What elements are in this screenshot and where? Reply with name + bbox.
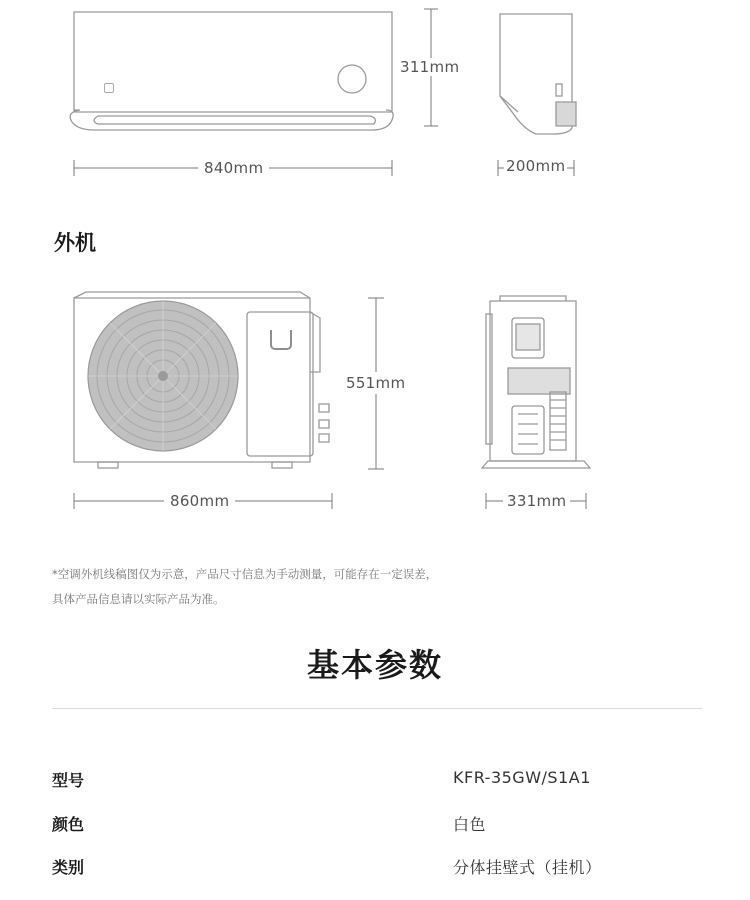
spec-value: KFR-35GW/S1A1 [453, 768, 591, 787]
spec-label: 型号 [52, 771, 85, 790]
spec-row-model [0, 768, 750, 792]
outdoor-width-label: 860mm [164, 492, 235, 510]
indoor-width-label: 840mm [198, 159, 269, 177]
spec-value: 分体挂壁式（挂机） [453, 858, 602, 877]
spec-label: 颜色 [52, 815, 85, 834]
disclaimer-line-1: *空调外机线稿图仅为示意，产品尺寸信息为手动测量，可能存在一定误差， [52, 567, 438, 581]
indoor-depth-label: 200mm [506, 157, 566, 175]
spec-row-color [0, 812, 750, 836]
specs-divider [52, 708, 702, 709]
spec-row-category [0, 855, 750, 879]
disclaimer-line-2: 具体产品信息请以实际产品为准。 [52, 592, 225, 606]
outdoor-height-label: 551mm [346, 374, 406, 392]
indoor-height-label: 311mm [400, 58, 460, 76]
specs-title: 基本参数 [306, 646, 443, 684]
outdoor-heading: 外机 [54, 231, 96, 255]
spec-label: 类别 [52, 858, 85, 877]
outdoor-depth-label: 331mm [503, 492, 570, 510]
spec-value: 白色 [453, 815, 487, 834]
